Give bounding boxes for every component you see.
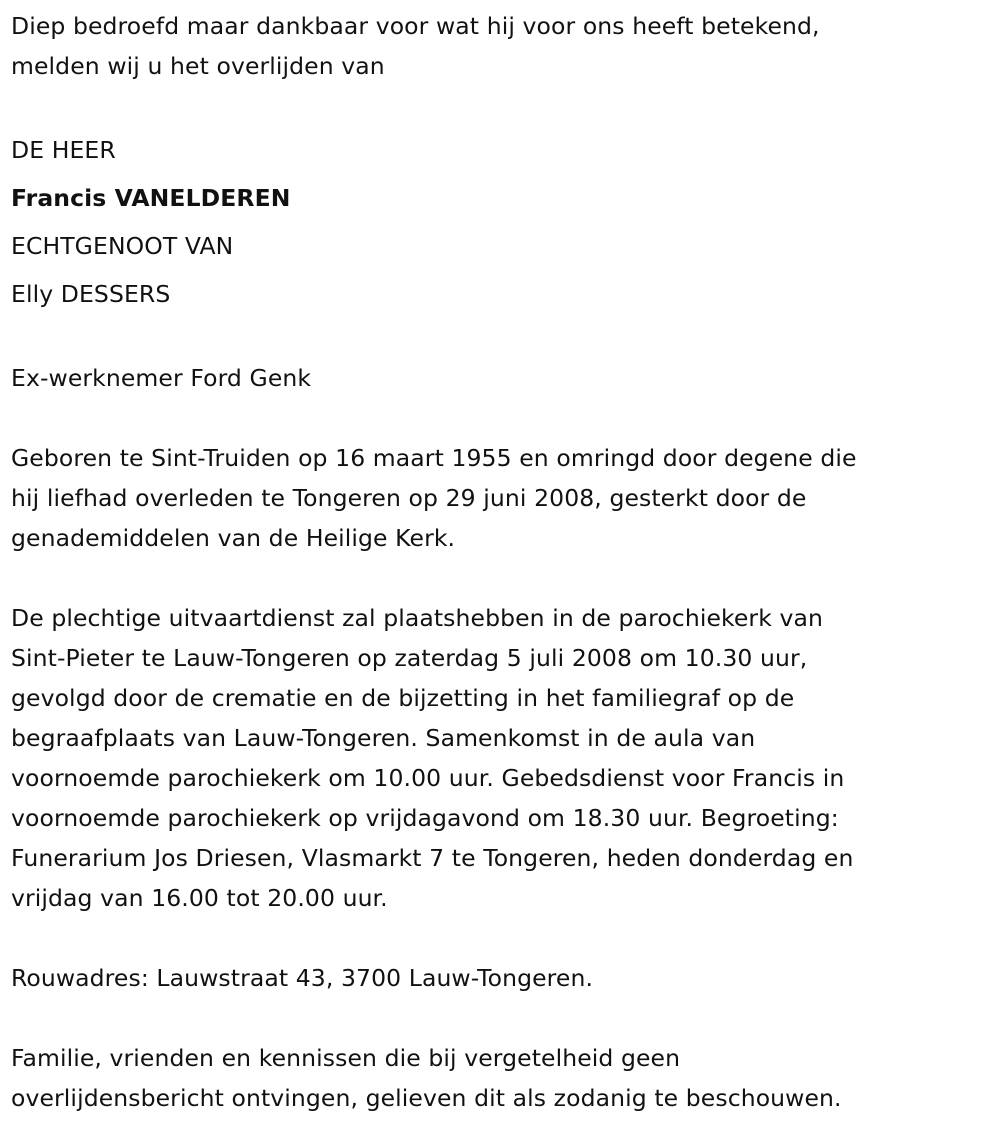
funeral-paragraph: De plechtige uitvaartdienst zal plaatshebben in de parochiekerk van Sint-Pieter te Lauw-Tongeren op zaterdag 5 juli 2008 om 10.30 uur, gevolgd door de crematie en de bijzetting in het familiegraf op de begraafplaats van Lauw-Tongeren. Samenkomst in de aula van voornoemde parochiekerk om 10.00 uur. Gebedsdienst voor Francis in voornoemde parochiekerk op vrijdagavond om 18.30 uur. Begroeting: Funerarium Jos Driesen, Vlasmarkt 7 te Tongeren, heden donderdag en vrijdag van 16.00 tot 20.00 uur.	[11, 604, 854, 912]
deceased-name: Francis VANELDEREN	[11, 184, 291, 212]
intro-text: Diep bedroefd maar dankbaar voor wat hij voor ons heeft betekend, melden wij u het overlijden van	[11, 12, 820, 80]
closing-paragraph: Familie, vrienden en kennissen die bij vergetelheid geen overlijdensbericht ontvingen, gelieven dit als zodanig te beschouwen.	[11, 1044, 842, 1112]
birth-death-paragraph: Geboren te Sint-Truiden op 16 maart 1955 en omringd door degene die hij liefhad overleden te Tongeren op 29 juni 2008, gesterkt door de genademiddelen van de Heilige Kerk.	[11, 444, 857, 552]
spouse-label: ECHTGENOOT VAN	[11, 232, 234, 260]
obituary-document	[11, 6, 986, 1118]
spouse-name: Elly DESSERS	[11, 280, 171, 308]
address-text: Rouwadres: Lauwstraat 43, 3700 Lauw-Tongeren.	[11, 964, 594, 992]
occupation-text: Ex-werknemer Ford Genk	[11, 364, 312, 392]
title-line: DE HEER	[11, 136, 116, 164]
